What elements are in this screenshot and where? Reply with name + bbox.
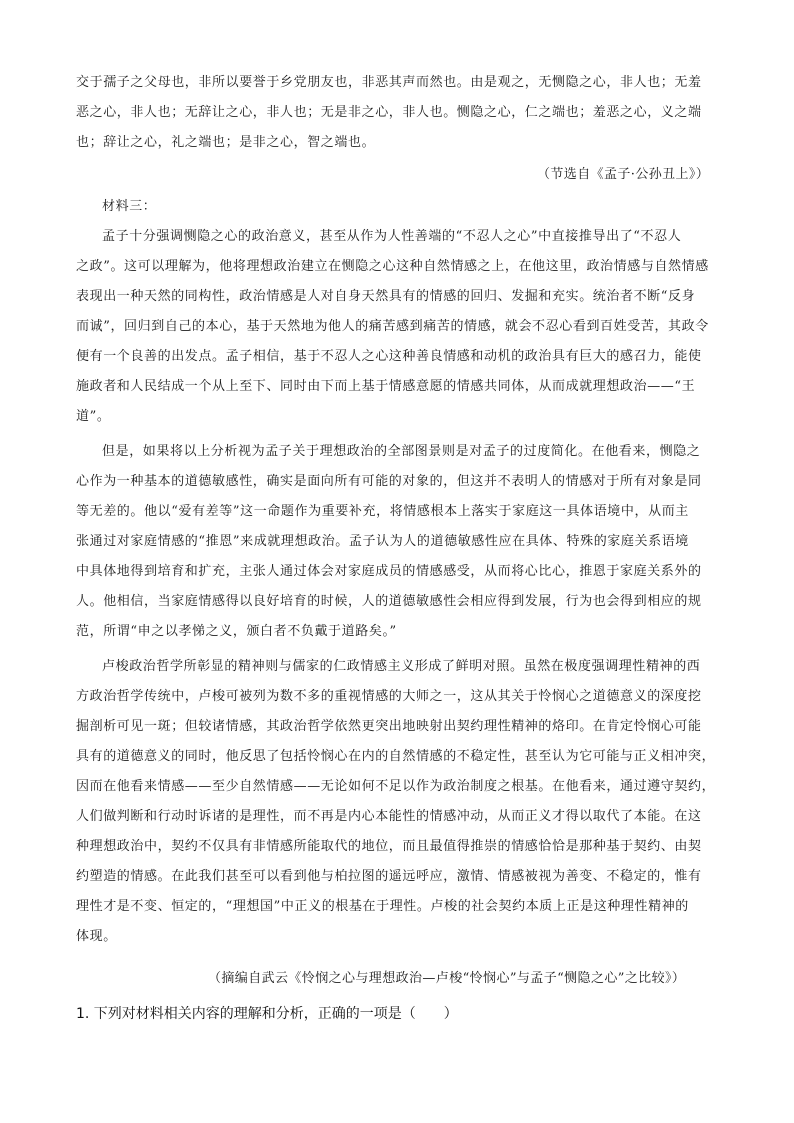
material3-source: （摘编自武云《怜悯之心与理想政治—卢梭“怜悯心”与孟子“恻隐之心”之比较》） <box>208 971 686 986</box>
paragraph1-line: 便有一个良善的出发点。孟子相信，基于不忍人之心这种善良情感和动机的政治具有巨大的感召力，能使 <box>76 349 702 364</box>
material2-source: （节选自《孟子·公孙丑上》） <box>537 167 710 182</box>
paragraph3-line: 约塑造的情感。在此我们甚至可以看到他与柏拉图的遥远呼应，激情、情感被视为善变、不稳定的，惟有 <box>76 869 702 884</box>
paragraph1-line: 孟子十分强调恻隐之心的政治意义，甚至从作为人性善端的“不忍人之心”中直接推导出了“不忍人 <box>102 229 682 244</box>
material3-heading: 材料三： <box>102 199 157 214</box>
paragraph3-line: 方政治哲学传统中，卢梭可被列为数不多的重视情感的大师之一，这从其关于怜悯心之道德意义的深度挖 <box>76 689 702 704</box>
paragraph3-line: 掘剖析可见一斑；但较诸情感，其政治哲学依然更突出地映射出契约理性精神的烙印。在肯定怜悯心可能 <box>76 719 702 734</box>
paragraph2-line: 中具体地得到培育和扩充，主张人通过体会对家庭成员的情感感受，从而将心比心，推恩于家庭关系外的 <box>76 564 702 579</box>
paragraph2-line: 人。他相信，当家庭情感得以良好培育的时候，人的道德敏感性会相应得到发展，行为也会得到相应的规 <box>76 594 702 609</box>
paragraph1-line: 之政”。这可以理解为，他将理想政治建立在恻隐之心这种自然情感之上，在他这里，政治情感与自然情感 <box>76 259 709 274</box>
material2-line: 恶之心，非人也；无辞让之心，非人也；无是非之心，非人也。恻隐之心，仁之端也；羞恶之心，义之端 <box>76 105 702 120</box>
paragraph2-line: 范，所谓“申之以孝悌之义，颁白者不负戴于道路矣。” <box>76 624 397 639</box>
material2-line: 交于孺子之父母也，非所以要誉于乡党朋友也，非恶其声而然也。由是观之，无恻隐之心，非人也；无羞 <box>76 75 702 90</box>
paragraph1-line: 施政者和人民结成一个从上至下、同时由下而上基于情感意愿的情感共同体，从而成就理想政治——“王 <box>76 379 696 394</box>
paragraph2-line: 张通过对家庭情感的“推恩”来成就理想政治。孟子认为人的道德敏感性应在具体、特殊的家庭关系语境 <box>76 534 689 549</box>
paragraph1-line: 表现出一种天然的同构性，政治情感是人对自身天然具有的情感的回归、发掘和充实。统治者不断“反身 <box>76 289 696 304</box>
paragraph2-line: 但是，如果将以上分析视为孟子关于理想政治的全部图景则是对孟子的过度简化。在他看来，恻隐之 <box>102 444 701 459</box>
paragraph1-line: 道”。 <box>76 409 111 424</box>
paragraph3-line: 理性才是不变、恒定的，“理想国”中正义的根基在于理性。卢梭的社会契约本质上正是这种理性精神的 <box>76 899 689 914</box>
paragraph2-line: 心作为一种基本的道德敏感性，确实是面向所有可能的对象的，但这并不表明人的情感对于所有对象是同 <box>76 474 702 489</box>
paragraph3-line: 人们做判断和行动时诉诸的是理性，而不再是内心本能性的情感冲动，从而正义才得以取代了本能。在这 <box>76 809 702 824</box>
paragraph1-line: 而诚”，回归到自己的本心，基于天然地为他人的痛苦感到痛苦的情感，就会不忍心看到百姓受苦，其政令 <box>76 319 709 334</box>
question-1: 1. 下列对材料相关内容的理解和分析，正确的一项是（ ） <box>76 1006 458 1022</box>
paragraph3-line: 具有的道德意义的同时，他反思了包括怜悯心在内的自然情感的不稳定性，甚至认为它可能与正义相冲突， <box>76 749 716 764</box>
material2-line: 也；辞让之心，礼之端也；是非之心，智之端也。 <box>76 135 376 150</box>
paragraph3-line: 卢梭政治哲学所彰显的精神则与儒家的仁政情感主义形成了鲜明对照。虽然在极度强调理性精神的西 <box>102 659 701 674</box>
paragraph3-line: 因而在他看来情感——至少自然情感——无论如何不足以作为政治制度之根基。在他看来，通过遵守契约， <box>76 779 716 794</box>
paragraph2-line: 等无差的。他以“爱有差等”这一命题作为重要补充，将情感根本上落实于家庭这一具体语境中，从而主 <box>76 504 689 519</box>
paragraph3-line: 种理想政治中，契约不仅具有非情感所能取代的地位，而且最值得推崇的情感恰恰是那种基于契约、由契 <box>76 839 702 854</box>
paragraph3-line: 体现。 <box>76 929 117 944</box>
